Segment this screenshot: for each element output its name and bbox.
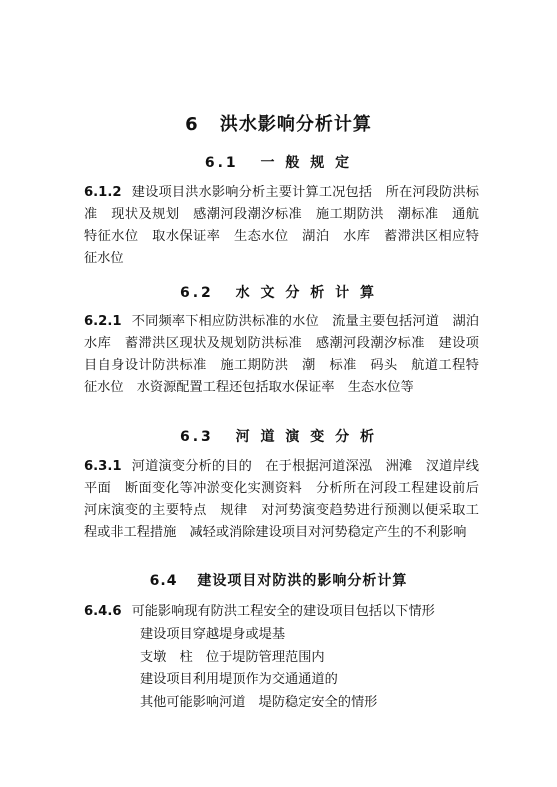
clause-text: 可能影响现有防洪工程安全的建设项目包括以下情形 [131,604,435,619]
clause-text: 河道演变分析的目的 在于根据河道深泓 洲滩 汊道岸线平面 断面变化等冲淤变化实测资料 分析所在河段工程建设前后河床演变的主要特点 规律 对河势演变趋势进行预测以便采取工程或非工程措施 减轻或消除建设项目对河势稳定产生的不利影响 [84,459,479,540]
clause-6-2-1 [84,311,493,399]
section-number: 6.2 [179,285,214,301]
clause-6-3-1 [84,456,479,544]
clause-number: 6.1.2 [84,185,122,200]
clause-text: 建设项目洪水影响分析主要计算工况包括 所在河段防洪标准 现状及规划 感潮河段潮汐标准 施工期防洪 潮标准 通航特征水位 取水保证率 生态水位 湖泊 水库 蓄滞洪区相应特征水位 [84,185,479,266]
list-item: 建设项目穿越堤身或堤基 [140,627,286,642]
section-title-6-3 [0,426,557,446]
section-title-text: 一 般 规 定 [260,155,353,171]
list-item: 支墩 柱 位于堤防管理范围内 [140,649,325,665]
section-number: 6.1 [204,155,239,171]
chapter-title [0,110,557,136]
clause-6-4-6 [84,601,479,623]
chapter-number: 6 [185,114,199,135]
clause-number: 6.4.6 [84,604,122,619]
section-title-text: 建设项目对防洪的影响分析计算 [197,573,408,589]
list-item: 其他可能影响河道 堤防稳定安全的情形 [140,694,378,710]
chapter-title-text: 洪水影响分析计算 [219,114,372,135]
clause-6-4-6-items [140,624,480,714]
section-number: 6.4 [149,573,178,589]
clause-6-1-2 [84,182,479,270]
clause-number: 6.3.1 [84,459,122,474]
section-title-6-1 [0,152,557,172]
section-title-6-2 [0,282,557,302]
section-title-6-4 [0,570,557,590]
clause-text: 不同频率下相应防洪标准的水位 流量主要包括河道 湖泊 水库 蓄滞洪区现状及规划防洪标准 感潮河段潮汐标准 建设项目自身设计防洪标准 施工期防洪 潮 标准 码头 航道工程特征水位 水资源配置工程还包括取水保证率 生态水位等 [84,314,493,395]
section-title-text: 水 文 分 析 计 算 [235,285,378,301]
section-title-text: 河 道 演 变 分 析 [235,429,378,445]
clause-number: 6.2.1 [84,314,122,329]
list-item: 建设项目利用堤顶作为交通通道的 [140,672,338,687]
section-number: 6.3 [179,429,214,445]
